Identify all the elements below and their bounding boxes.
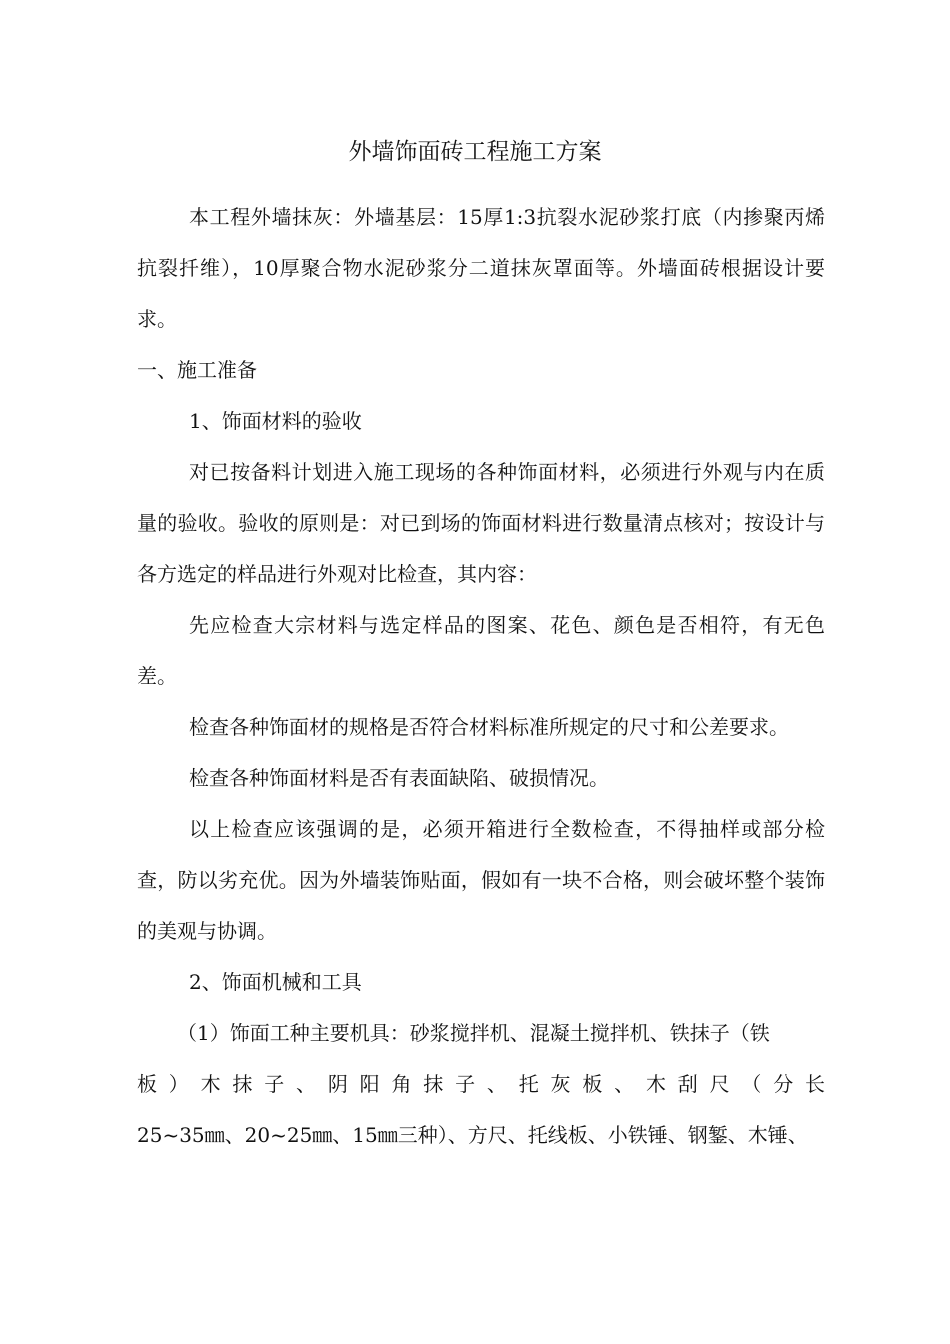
intro-paragraph: 本工程外墙抹灰：外墙基层：15厚1:3抗裂水泥砂浆打底（内掺聚丙烯抗裂扦维），10厚聚合物水泥砂浆分二道抹灰罩面等。外墙面砖根据设计要求。 <box>137 205 825 331</box>
paragraph-check-defects: 检查各种饰面材料是否有表面缺陷、破损情况。 <box>189 766 609 790</box>
tools-line-1: （1）饰面工种主要机具：砂浆搅拌机、混凝土搅拌机、铁抹子（铁 <box>177 1021 770 1045</box>
paragraph-acceptance-principle: 对已按备料计划进入施工现场的各种饰面材料，必须进行外观与内在质量的验收。验收的原则是：对已到场的饰面材料进行数量清点核对；按设计与各方选定的样品进行外观对比检查，其内容： <box>137 460 825 586</box>
paragraph-check-colour: 先应检查大宗材料与选定样品的图案、花色、颜色是否相符，有无色差。 <box>137 613 825 688</box>
tools-line-2: 板）木抹子、阴阳角抹子、托灰板、木刮尺（分长 <box>137 1072 825 1096</box>
paragraph-main-tools <box>137 1008 825 1161</box>
tools-line-3: 25~35㎜、20~25㎜、15㎜三种）、方尺、托线板、小铁锤、钢錾、木锤、 <box>137 1123 808 1147</box>
paragraph-check-specification: 检查各种饰面材的规格是否符合材料标准所规定的尺寸和公差要求。 <box>189 715 789 739</box>
document-title: 外墙饰面砖工程施工方案 <box>348 139 602 165</box>
subheading-material-acceptance: 1、饰面材料的验收 <box>189 409 362 433</box>
section-heading-preparation: 一、施工准备 <box>137 358 257 382</box>
document-body <box>137 192 825 1161</box>
subheading-machinery-tools: 2、饰面机械和工具 <box>189 970 362 994</box>
paragraph-full-inspection: 以上检查应该强调的是，必须开箱进行全数检查，不得抽样或部分检查，防以劣充优。因为外墙装饰贴面，假如有一块不合格，则会破坏整个装饰的美观与协调。 <box>137 817 825 943</box>
